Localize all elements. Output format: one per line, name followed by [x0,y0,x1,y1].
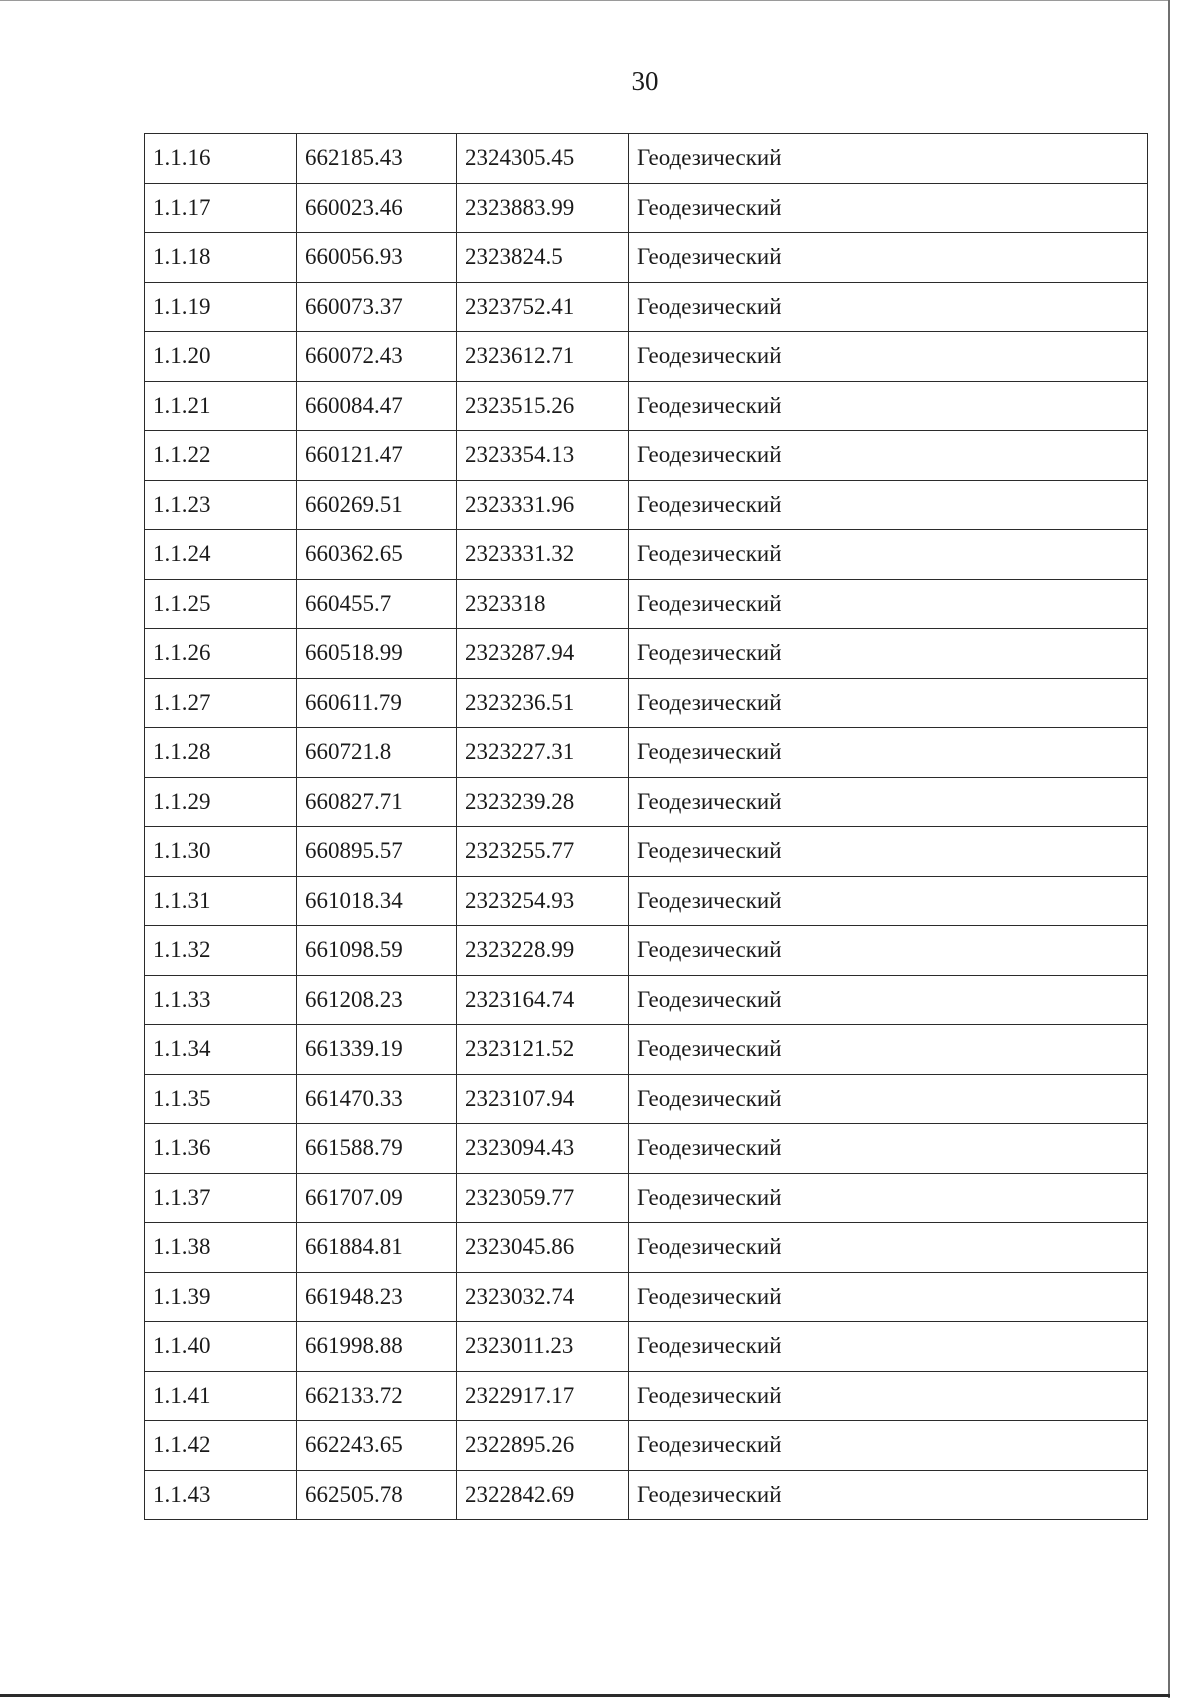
coordinates-table-body [145,134,1148,1520]
y-coordinate-cell: 2323824.5 [457,233,629,283]
point-id-cell: 1.1.34 [145,1025,297,1075]
y-coordinate-cell: 2323227.31 [457,728,629,778]
x-coordinate-cell: 661588.79 [297,1124,457,1174]
table-row [145,530,1148,580]
method-cell: Геодезический [629,975,1148,1025]
x-coordinate-cell: 660269.51 [297,480,457,530]
point-id-cell: 1.1.22 [145,431,297,481]
method-cell: Геодезический [629,1421,1148,1471]
point-id-cell: 1.1.17 [145,183,297,233]
point-id-cell: 1.1.30 [145,827,297,877]
method-cell: Геодезический [629,1025,1148,1075]
y-coordinate-cell: 2323354.13 [457,431,629,481]
table-row [145,1371,1148,1421]
y-coordinate-cell: 2323331.96 [457,480,629,530]
x-coordinate-cell: 660611.79 [297,678,457,728]
table-row [145,728,1148,778]
method-cell: Геодезический [629,926,1148,976]
table-row [145,1173,1148,1223]
method-cell: Геодезический [629,728,1148,778]
y-coordinate-cell: 2322895.26 [457,1421,629,1471]
method-cell: Геодезический [629,1173,1148,1223]
table-row [145,282,1148,332]
y-coordinate-cell: 2323107.94 [457,1074,629,1124]
coordinates-table [144,133,1148,1520]
point-id-cell: 1.1.38 [145,1223,297,1273]
y-coordinate-cell: 2323287.94 [457,629,629,679]
method-cell: Геодезический [629,1074,1148,1124]
x-coordinate-cell: 660721.8 [297,728,457,778]
table-row [145,183,1148,233]
table-row [145,876,1148,926]
table-row [145,381,1148,431]
x-coordinate-cell: 661018.34 [297,876,457,926]
x-coordinate-cell: 662185.43 [297,134,457,184]
method-cell: Геодезический [629,579,1148,629]
method-cell: Геодезический [629,381,1148,431]
x-coordinate-cell: 661470.33 [297,1074,457,1124]
point-id-cell: 1.1.29 [145,777,297,827]
method-cell: Геодезический [629,629,1148,679]
method-cell: Геодезический [629,1124,1148,1174]
table-row [145,678,1148,728]
page-edge-right [1168,0,1170,1698]
x-coordinate-cell: 661208.23 [297,975,457,1025]
table-row [145,134,1148,184]
x-coordinate-cell: 661098.59 [297,926,457,976]
method-cell: Геодезический [629,530,1148,580]
x-coordinate-cell: 662243.65 [297,1421,457,1471]
page-edge-bottom [0,1694,1170,1697]
x-coordinate-cell: 660072.43 [297,332,457,382]
x-coordinate-cell: 661948.23 [297,1272,457,1322]
y-coordinate-cell: 2322842.69 [457,1470,629,1520]
y-coordinate-cell: 2323045.86 [457,1223,629,1273]
x-coordinate-cell: 660362.65 [297,530,457,580]
point-id-cell: 1.1.24 [145,530,297,580]
table-row [145,1272,1148,1322]
table-row [145,1470,1148,1520]
method-cell: Геодезический [629,233,1148,283]
x-coordinate-cell: 660121.47 [297,431,457,481]
method-cell: Геодезический [629,1470,1148,1520]
y-coordinate-cell: 2323164.74 [457,975,629,1025]
point-id-cell: 1.1.36 [145,1124,297,1174]
y-coordinate-cell: 2323121.52 [457,1025,629,1075]
y-coordinate-cell: 2323318 [457,579,629,629]
table-row [145,233,1148,283]
point-id-cell: 1.1.41 [145,1371,297,1421]
point-id-cell: 1.1.32 [145,926,297,976]
point-id-cell: 1.1.33 [145,975,297,1025]
x-coordinate-cell: 662505.78 [297,1470,457,1520]
method-cell: Геодезический [629,678,1148,728]
x-coordinate-cell: 661998.88 [297,1322,457,1372]
point-id-cell: 1.1.42 [145,1421,297,1471]
y-coordinate-cell: 2323059.77 [457,1173,629,1223]
table-row [145,579,1148,629]
x-coordinate-cell: 661707.09 [297,1173,457,1223]
point-id-cell: 1.1.27 [145,678,297,728]
table-row [145,1025,1148,1075]
x-coordinate-cell: 660518.99 [297,629,457,679]
x-coordinate-cell: 661884.81 [297,1223,457,1273]
x-coordinate-cell: 660023.46 [297,183,457,233]
point-id-cell: 1.1.23 [145,480,297,530]
method-cell: Геодезический [629,777,1148,827]
point-id-cell: 1.1.20 [145,332,297,382]
y-coordinate-cell: 2323094.43 [457,1124,629,1174]
y-coordinate-cell: 2323032.74 [457,1272,629,1322]
y-coordinate-cell: 2323254.93 [457,876,629,926]
y-coordinate-cell: 2323228.99 [457,926,629,976]
y-coordinate-cell: 2323515.26 [457,381,629,431]
point-id-cell: 1.1.35 [145,1074,297,1124]
method-cell: Геодезический [629,183,1148,233]
method-cell: Геодезический [629,480,1148,530]
table-row [145,629,1148,679]
point-id-cell: 1.1.16 [145,134,297,184]
point-id-cell: 1.1.19 [145,282,297,332]
method-cell: Геодезический [629,1322,1148,1372]
y-coordinate-cell: 2323752.41 [457,282,629,332]
x-coordinate-cell: 661339.19 [297,1025,457,1075]
page-number: 30 [631,66,659,96]
y-coordinate-cell: 2323612.71 [457,332,629,382]
point-id-cell: 1.1.28 [145,728,297,778]
method-cell: Геодезический [629,1371,1148,1421]
x-coordinate-cell: 660056.93 [297,233,457,283]
method-cell: Геодезический [629,431,1148,481]
table-row [145,827,1148,877]
table-row [145,1223,1148,1273]
page-edge-top [0,0,1170,1]
table-row [145,777,1148,827]
table-row [145,1421,1148,1471]
table-row [145,1124,1148,1174]
method-cell: Геодезический [629,134,1148,184]
y-coordinate-cell: 2323255.77 [457,827,629,877]
y-coordinate-cell: 2323331.32 [457,530,629,580]
method-cell: Геодезический [629,282,1148,332]
table-row [145,1322,1148,1372]
y-coordinate-cell: 2323239.28 [457,777,629,827]
x-coordinate-cell: 660084.47 [297,381,457,431]
table-row [145,332,1148,382]
table-row [145,975,1148,1025]
point-id-cell: 1.1.18 [145,233,297,283]
method-cell: Геодезический [629,1272,1148,1322]
table-row [145,1074,1148,1124]
table-row [145,480,1148,530]
point-id-cell: 1.1.40 [145,1322,297,1372]
point-id-cell: 1.1.26 [145,629,297,679]
point-id-cell: 1.1.39 [145,1272,297,1322]
method-cell: Геодезический [629,827,1148,877]
x-coordinate-cell: 660073.37 [297,282,457,332]
point-id-cell: 1.1.43 [145,1470,297,1520]
x-coordinate-cell: 662133.72 [297,1371,457,1421]
x-coordinate-cell: 660827.71 [297,777,457,827]
table-row [145,926,1148,976]
y-coordinate-cell: 2323236.51 [457,678,629,728]
y-coordinate-cell: 2323883.99 [457,183,629,233]
method-cell: Геодезический [629,332,1148,382]
x-coordinate-cell: 660895.57 [297,827,457,877]
method-cell: Геодезический [629,1223,1148,1273]
y-coordinate-cell: 2324305.45 [457,134,629,184]
table-row [145,431,1148,481]
x-coordinate-cell: 660455.7 [297,579,457,629]
point-id-cell: 1.1.31 [145,876,297,926]
y-coordinate-cell: 2322917.17 [457,1371,629,1421]
method-cell: Геодезический [629,876,1148,926]
point-id-cell: 1.1.37 [145,1173,297,1223]
point-id-cell: 1.1.21 [145,381,297,431]
point-id-cell: 1.1.25 [145,579,297,629]
y-coordinate-cell: 2323011.23 [457,1322,629,1372]
